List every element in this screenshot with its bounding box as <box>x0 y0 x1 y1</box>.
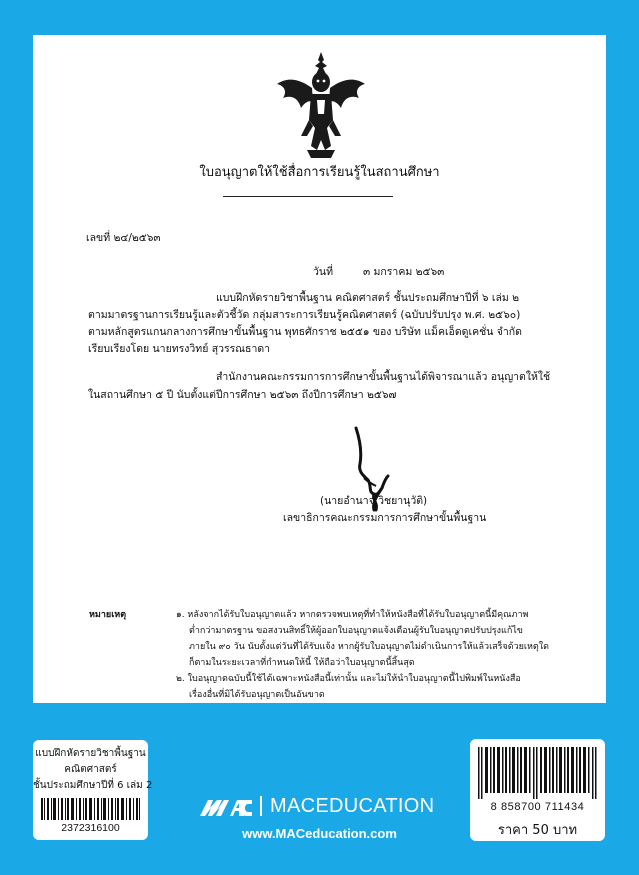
book-code: 2372316100 <box>61 822 120 834</box>
remark-line6: เรื่องอื่นที่มิได้รับอนุญาตเป็นอันขาด <box>189 690 325 700</box>
book-label-line3: ชั้นประถมศึกษาปีที่ 6 เล่ม 2 <box>33 780 153 791</box>
para2-line1: สำนักงานคณะกรรมการการศึกษาขั้นพื้นฐานได้พิจารณาแล้ว อนุญาตให้ใช้ <box>216 371 551 383</box>
signer-position: เลขาธิการคณะกรรมการการศึกษาขั้นพื้นฐาน <box>283 512 487 524</box>
mac-logo-icon <box>200 796 252 816</box>
book-label-line2: คณิตศาสตร์ <box>64 764 117 775</box>
remark-line3: ภายใน ๙๐ วัน นับตั้งแต่วันที่ได้รับแจ้ง หากผู้รับใบอนุญาตไม่ดำเนินการให้แล้วเสร็จด้วยเหตุใด <box>189 642 550 652</box>
book-label-line1: แบบฝึกหัดรายวิชาพื้นฐาน <box>35 748 146 759</box>
license-document <box>33 35 606 703</box>
price-barcode-box <box>470 739 605 841</box>
remark-line5: ๒. ใบอนุญาตฉบับนี้ใช้ได้เฉพาะหนังสือนี้เท่านั้น และไม่ให้นำใบอนุญาตนี้ไปพิมพ์ในหนังสือ <box>176 674 521 684</box>
para1-line1: แบบฝึกหัดรายวิชาพื้นฐาน คณิตศาสตร์ ชั้นประถมศึกษาปีที่ ๖ เล่ม ๒ <box>216 292 520 304</box>
para1-line2: ตามมาตรฐานการเรียนรู้และตัวชี้วัด กลุ่มสาระการเรียนรู้คณิตศาสตร์ (ฉบับปรับปรุง พ.ศ. ๒๕๖๐) <box>88 309 521 321</box>
para2-line2: ในสถานศึกษา ๕ ปี นับตั้งแต่ปีการศึกษา ๒๕๖๓ ถึงปีการศึกษา ๒๕๖๗ <box>88 389 397 401</box>
price-label: ราคา 50 บาท <box>497 823 578 838</box>
remark-line1: ๑. หลังจากได้รับใบอนุญาตแล้ว หากตรวจพบเหตุที่ทำให้หนังสือที่ได้รับใบอนุญาตนี้มีคุณภาพ <box>176 610 529 620</box>
isbn-number: 8 858700 711434 <box>490 801 585 813</box>
para1-line3: ตามหลักสูตรแกนกลางการศึกษาขั้นพื้นฐาน พุทธศักราช ๒๕๕๑ ของ บริษัท แม็คเอ็ดดูเคชั่น จำกัด <box>88 326 522 338</box>
isbn-barcode-icon <box>478 747 597 799</box>
brand-separator <box>260 796 262 816</box>
document-title: ใบอนุญาตให้ใช้สื่อการเรียนรู้ในสถานศึกษา <box>199 165 440 180</box>
para1-line4: เรียบเรียงโดย นายทรงวิทย์ สุวรรณธาดา <box>88 343 271 355</box>
book-code-barcode-icon <box>41 798 140 820</box>
title-underline <box>223 196 393 197</box>
remark-line4: ก็ตามในระยะเวลาที่กำหนดให้นี้ ให้ถือว่าใบอนุญาตนี้สิ้นสุด <box>189 658 415 668</box>
date-value: ๓ มกราคม ๒๕๖๓ <box>363 266 445 278</box>
garuda-emblem-icon <box>271 50 371 160</box>
book-label <box>33 740 153 840</box>
brand-logo <box>200 794 434 818</box>
brand-name: MACEDUCATION <box>270 794 435 817</box>
remarks-label: หมายเหตุ <box>89 610 127 620</box>
remark-line2: ต่ำกว่ามาตรฐาน ขอสงวนสิทธิ์ให้ผู้ออกใบอนุญาตแจ้งเตือนผู้รับใบอนุญาตปรับปรุงแก้ไข <box>189 626 523 636</box>
signer-name: (นายอำนาจ วิชยานุวัติ) <box>320 495 428 507</box>
date-label: วันที่ <box>313 266 333 278</box>
website-link[interactable]: www.MACeducation.com <box>242 826 397 841</box>
license-number: เลขที่ ๒๔/๒๕๖๓ <box>86 232 161 244</box>
